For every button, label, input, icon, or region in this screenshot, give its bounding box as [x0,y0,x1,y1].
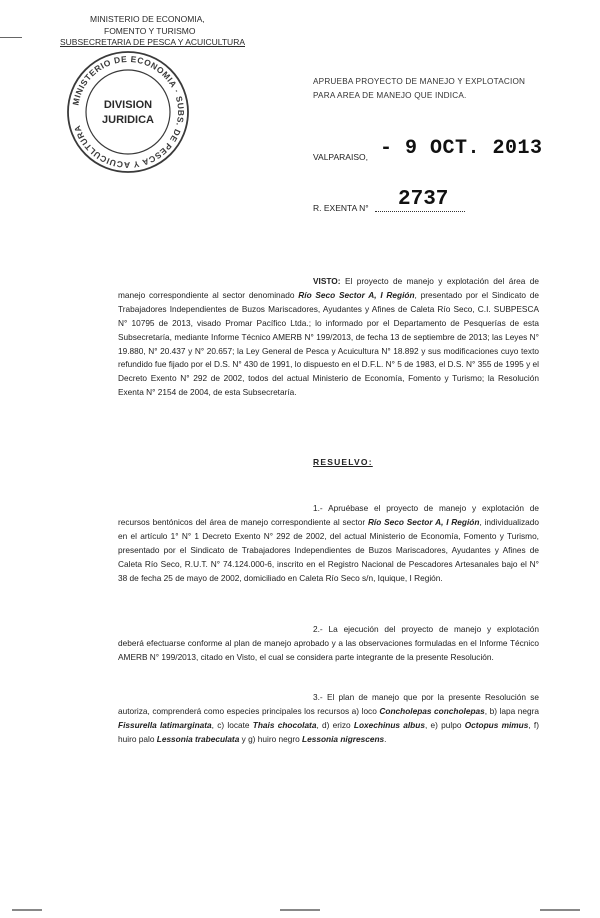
margin-mark [0,37,22,38]
footer-mark-left [12,909,42,911]
item-3-intro: El plan de manejo que por la presente Resolución se autoriza, comprenderá como especies principales los recursos a) loco [118,692,539,716]
item-3-text-3: , d) erizo [316,719,351,730]
visto-sector: Río Seco Sector A, I Región [298,289,415,300]
item-3-paragraph [118,691,539,747]
place-label: VALPARAISO, [313,152,368,162]
item-3-text-6: y g) huiro negro [239,733,300,744]
footer-mark-center [280,909,320,911]
item-1-sector: Río Seco Sector A, I Región [367,516,480,527]
item-3-text-4: , e) pulpo [424,719,462,730]
stamp-center-line-1: DIVISION [103,99,153,111]
species-loxechinus: Loxechinus albus [353,719,425,730]
stamp-seal-icon [60,44,196,180]
visto-text-b: , presentado por el Sindicato de Trabajadores Independientes de Buzos Mariscadores, Ayudantes y Afines de Caleta Río Seco, C.I. SUBPESCA N° 10795 de 2013, visado Promar Pacífico Ltda.; lo informado por el Departamento de Pesquerías de esta Subsecretaría, mediante Informe Técnico AMERB N° 199/2013, de fecha 13 de septiembre de 2013; las Leyes N° 19.880, N° 20.437 y N° 20.657; la Ley General de Pesca y Acuicultura N° 18.892 y sus modificaciones cuyo texto refundido fue fijado por el D.S. N° 430 de 1991, lo dispuesto en el D.F.L. N° 5 de 1983, el D.S. N° 355 de 1995 y el Decreto Exento N° 292 de 2002, todos del actual Ministerio de Economía, Fomento y Turismo; la Resolución Exenta N° 2154 de 2004, de esta Subsecretaría. [118,289,539,398]
svg-text:MINISTERIO DE ECONOMIA · SUBS. [70,54,186,170]
species-lessonia-nigrescens: Lessonia nigrescens [302,733,385,744]
item-3-text-5: , f) huiro palo [118,719,539,744]
stamped-date: - 9 OCT. 2013 [380,137,543,160]
visto-label: VISTO: [313,276,341,286]
resuelvo-heading: RESUELVO: [313,457,373,467]
species-lessonia-trabeculata: Lessonia trabeculata [156,733,240,744]
footer-mark-right [540,909,580,911]
exenta-label: R. EXENTA N° [313,203,369,213]
stamp-center-line-2: JURIDICA [102,114,154,126]
visto-paragraph [118,275,539,400]
ministry-line-3: SUBSECRETARIA DE PESCA Y ACUICULTURA [60,37,246,47]
division-juridica-stamp [60,44,196,180]
exenta-underline [375,211,465,212]
item-2-paragraph [118,623,539,665]
subject-line-1: APRUEBA PROYECTO DE MANEJO Y EXPLOTACION [313,77,526,86]
item-1-number: 1.- [313,503,323,513]
species-fissurella: Fissurella latimarginata [118,719,212,730]
item-1-paragraph [118,502,539,585]
subject-line-2: PARA AREA DE MANEJO QUE INDICA. [313,91,467,100]
item-3-text-2: , c) locate [211,719,250,730]
ministry-line-1: MINISTERIO DE ECONOMIA, [90,14,205,24]
item-3-text-7: . [384,733,387,744]
ministry-line-2: FOMENTO Y TURISMO [104,25,196,36]
species-concholepas: Concholepas concholepas [379,705,485,716]
resolution-subject [313,75,553,103]
item-3-number: 3.- [313,692,323,702]
item-2-number: 2.- [313,624,323,634]
visto-text-a: El proyecto de manejo y explotación del área de manejo correspondiente al sector denominado [118,276,539,300]
exenta-number: 2737 [398,188,449,211]
item-2-text: La ejecución del proyecto de manejo y explotación deberá efectuarse conforme al plan de manejo aprobado y a las observaciones formuladas en el Informe Técnico AMERB N° 199/2013, citado en Visto, el cual se considera parte integrante de la presente Resolución. [118,624,539,662]
species-thais: Thais chocolata [252,719,317,730]
item-1-text-b: , individualizado en el artículo 1° N° 1 Decreto Exento N° 292 de 2002, del actual Ministerio de Economía, Fomento y Turismo, presentado por el Sindicato de Trabajadores Independientes de Buzos Mariscadores, Ayudantes y Afines de Caleta Río Seco, R.U.T. N° 74.124.000-6, inscrito en el Registro Nacional de Pescadores Artesanales bajo el N° 38 de fecha 25 de mayo de 2002, domiciliado en Caleta Río Seco s/n, Iquique, I Región. [118,516,539,583]
stamp-ring-text: MINISTERIO DE ECONOMIA · SUBS. DE PESCA Y ACUICULTURA [70,53,187,171]
item-1-text-a: Apruébase el proyecto de manejo y explotación de recursos bentónicos del área de manejo correspondiente al sector [118,503,539,527]
item-3-text-1: , b) lapa negra [484,705,540,716]
species-octopus: Octopus mimus [464,719,529,730]
